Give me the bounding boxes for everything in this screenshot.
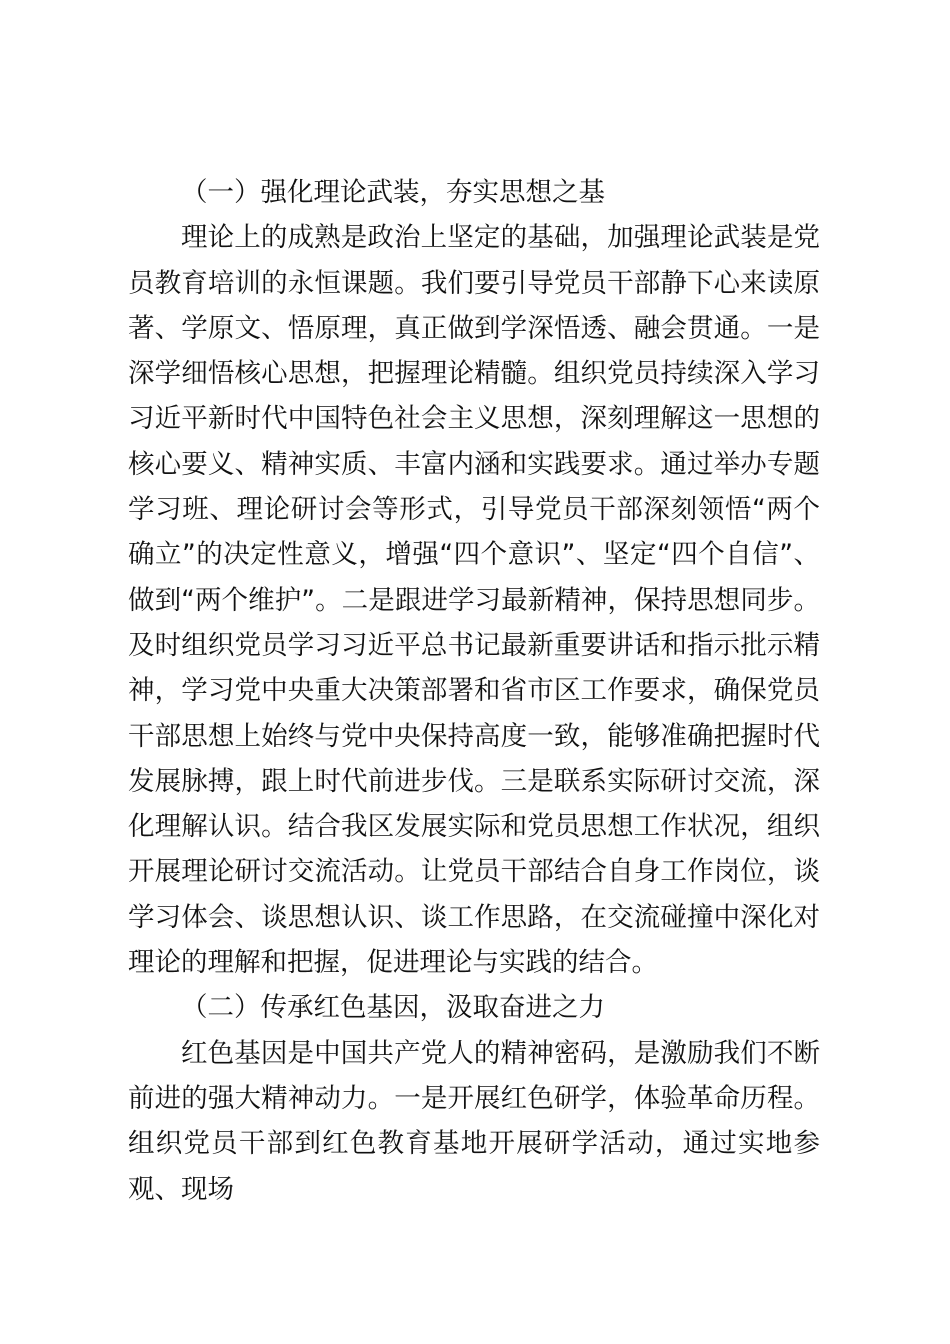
section-1-paragraph: 理论上的成熟是政治上坚定的基础，加强理论武装是党员教育培训的永恒课题。我们要引导党员干部静下心来读原著、学原文、悟原理，真正做到学深悟透、融会贯通。一是深学细悟核心思想，把握理论精髓。组织党员持续深入学习习近平新时代中国特色社会主义思想，深刻理解这一思想的核心要义、精神实质、丰富内涵和实践要求。通过举办专题学习班、理论研讨会等形式，引导党员干部深刻领悟“两个确立”的决定性意义，增强“四个意识”、坚定“四个自信”、做到“两个维护”。二是跟进学习最新精神，保持思想同步。及时组织党员学习习近平总书记最新重要讲话和指示批示精神，学习党中央重大决策部署和省市区工作要求，确保党员干部思想上始终与党中央保持高度一致，能够准确把握时代发展脉搏，跟上时代前进步伐。三是联系实际研讨交流，深化理解认识。结合我区发展实际和党员思想工作状况，组织开展理论研讨交流活动。让党员干部结合自身工作岗位，谈学习体会、谈思想认识、谈工作思路，在交流碰撞中深化对理论的理解和把握，促进理论与实践的结合。 [128,222,820,979]
section-2-heading: （二）传承红色基因，汲取奋进之力 [181,992,605,1024]
section-2-paragraph: 红色基因是中国共产党人的精神密码，是激励我们不断前进的强大精神动力。一是开展红色研学，体验革命历程。组织党员干部到红色教育基地开展研学活动，通过实地参观、现场 [128,1037,820,1205]
section-1-heading: （一）强化理论武装，夯实思想之基 [181,177,605,208]
document-body [128,170,820,1212]
